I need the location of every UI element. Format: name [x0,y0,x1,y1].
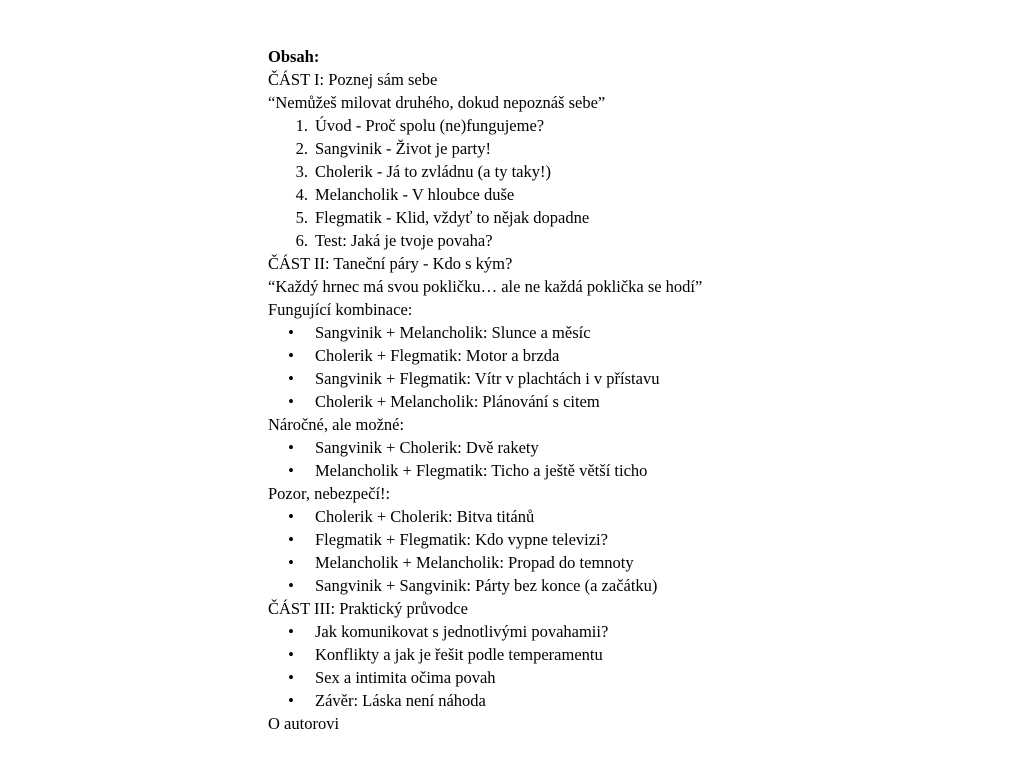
bullet-marker: • [288,553,294,572]
list-item: 5. Flegmatik - Klid, vždyť to nějak dopadne [268,206,988,229]
part3-title: ČÁST III: Praktický průvodce [268,599,468,618]
list-number: 6. [295,231,308,250]
list-number: 5. [295,208,308,227]
part1-quote: “Nemůžeš milovat druhého, dokud nepoznáš sebe” [268,93,606,112]
bullet-marker: • [288,507,294,526]
list-item: • Flegmatik + Flegmatik: Kdo vypne televizi? [268,528,988,551]
bullet-marker: • [288,691,294,710]
group-label-working: Fungující kombinace: [268,300,413,319]
bullet-marker: • [288,576,294,595]
list-item: • Melancholik + Melancholik: Propad do temnoty [268,551,988,574]
part2-title: ČÁST II: Taneční páry - Kdo s kým? [268,254,513,273]
bullet-marker: • [288,461,294,480]
list-item: 1. Úvod - Proč spolu (ne)fungujeme? [268,114,988,137]
list-item: • Sangvinik + Cholerik: Dvě rakety [268,436,988,459]
list-item: 3. Cholerik - Já to zvládnu (a ty taky!) [268,160,988,183]
part1-list [268,114,988,252]
list-item: • Sangvinik + Melancholik: Slunce a měsíc [268,321,988,344]
list-item: • Cholerik + Cholerik: Bitva titánů [268,505,988,528]
danger-combinations-list [268,505,988,597]
list-item: 2. Sangvinik - Život je party! [268,137,988,160]
list-item: • Sex a intimita očima povah [268,666,988,689]
table-of-contents [268,45,988,735]
bullet-marker: • [288,622,294,641]
list-item: 4. Melancholik - V hloubce duše [268,183,988,206]
demanding-combinations-list [268,436,988,482]
list-number: 1. [295,116,308,135]
list-number: 4. [295,185,308,204]
about-author: O autorovi [268,714,340,733]
list-item: • Jak komunikovat s jednotlivými povahamii? [268,620,988,643]
bullet-marker: • [288,392,294,411]
group-label-danger: Pozor, nebezpečí!: [268,484,391,503]
group-label-demanding: Náročné, ale možné: [268,415,405,434]
bullet-marker: • [288,369,294,388]
list-item: • Sangvinik + Sangvinik: Párty bez konce (a začátku) [268,574,988,597]
toc-heading: Obsah: [268,47,320,66]
list-item: • Cholerik + Melancholik: Plánování s citem [268,390,988,413]
bullet-marker: • [288,438,294,457]
part1-title: ČÁST I: Poznej sám sebe [268,70,438,89]
bullet-marker: • [288,530,294,549]
list-item: • Závěr: Láska není náhoda [268,689,988,712]
working-combinations-list [268,321,988,413]
bullet-marker: • [288,645,294,664]
list-item: • Melancholik + Flegmatik: Ticho a ještě větší ticho [268,459,988,482]
bullet-marker: • [288,346,294,365]
list-number: 2. [295,139,308,158]
bullet-marker: • [288,668,294,687]
list-item: 6. Test: Jaká je tvoje povaha? [268,229,988,252]
list-item: • Sangvinik + Flegmatik: Vítr v plachtách i v přístavu [268,367,988,390]
list-item: • Cholerik + Flegmatik: Motor a brzda [268,344,988,367]
list-item: • Konflikty a jak je řešit podle temperamentu [268,643,988,666]
list-number: 3. [295,162,308,181]
part3-list [268,620,988,712]
bullet-marker: • [288,323,294,342]
part2-quote: “Každý hrnec má svou pokličku… ale ne každá poklička se hodí” [268,277,703,296]
